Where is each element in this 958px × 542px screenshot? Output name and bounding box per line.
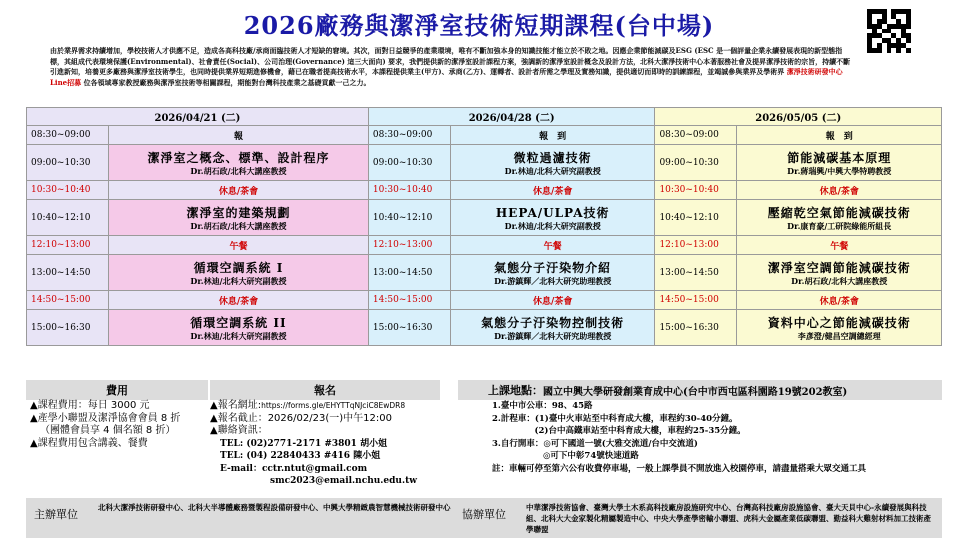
date-header-1: 2026/04/21 (二) xyxy=(27,108,369,126)
break-cell: 休息/茶會 xyxy=(737,181,942,200)
check-in-cell: 報 xyxy=(109,126,369,145)
venue-line: 3.自行開車：◎可下國道一號(大雅交流道/台中交流道) xyxy=(492,438,698,449)
break-cell: 休息/茶會 xyxy=(737,291,942,310)
session-time: 14:50~15:00 xyxy=(368,291,450,310)
lunch-cell: 午餐 xyxy=(109,236,369,255)
course-name: 潔淨室之概念、標準、設計程序 xyxy=(147,151,330,165)
course-cell xyxy=(450,145,655,181)
course-cell xyxy=(737,200,942,236)
fee-body xyxy=(26,400,208,480)
venue-body xyxy=(458,400,942,480)
course-name: 節能減碳基本原理 xyxy=(787,151,892,165)
break-cell: 休息/茶會 xyxy=(450,291,655,310)
co-organizer-label: 協辦單位 xyxy=(462,508,506,521)
contact-label: ▲聯絡資訊： xyxy=(210,425,268,436)
date-header-2: 2026/04/28 (二) xyxy=(368,108,655,126)
course-lecturer: Dr.游鎮輝／北科大研究助理教授 xyxy=(494,276,612,286)
schedule-row xyxy=(27,291,942,310)
course-lecturer: Dr.林迪/北科大研究副教授 xyxy=(504,221,601,231)
register-url-link[interactable]: https://forms.gle/EHYTTqNJciC8EwDR8 xyxy=(261,401,406,410)
lunch-cell: 午餐 xyxy=(737,236,942,255)
course-cell xyxy=(450,200,655,236)
course-name: 潔淨室空調節能減碳技術 xyxy=(767,261,911,275)
session-time: 13:00~14:50 xyxy=(27,255,109,291)
course-lecturer: Dr.游鎮輝／北科大研究助理教授 xyxy=(494,331,612,341)
course-name: 循環空調系統 II xyxy=(190,316,287,330)
organizer-text: 北科大潔淨技術研發中心、北科大半導體廠務暨製程設備研發中心、中興大學精緻農智慧機械技術研發中心 xyxy=(98,503,451,512)
course-cell xyxy=(109,200,369,236)
course-name: 壓縮乾空氣節能減碳技術 xyxy=(767,206,911,220)
intro-tail: 位各領域專家教授廠務與潔淨室技術等相關課程，期能對台灣科技產業之基礎貢獻一己之力。 xyxy=(83,77,371,87)
schedule-row xyxy=(27,126,942,145)
session-time: 13:00~14:50 xyxy=(655,255,737,291)
venue-line: ◎可下中彰74號快速道路 xyxy=(492,451,639,461)
venue-line: 1.臺中市公車：98、45路 xyxy=(492,401,593,411)
course-cell xyxy=(109,255,369,291)
venue-line: 註：車輛可停至第六公有收費停車場，一般上課學員不開放進入校園停車，請盡量搭乘大眾交通工具 xyxy=(492,463,867,474)
info-section xyxy=(26,380,942,538)
course-name: 氣態分子汙染物介紹 xyxy=(494,261,612,275)
course-cell xyxy=(109,310,369,346)
session-time: 15:00~16:30 xyxy=(27,310,109,346)
register-url-label: ▲報名網址: xyxy=(210,400,262,411)
schedule-row xyxy=(27,181,942,200)
fee-header: 費用 xyxy=(26,380,208,400)
venue-header: 上課地點： xyxy=(488,384,543,397)
course-lecturer: Dr.康育豪/工研院綠能所組長 xyxy=(787,221,892,231)
schedule-body xyxy=(27,126,942,346)
course-lecturer: Dr.蔣瑞興/中興大學特聘教授 xyxy=(787,166,892,176)
course-cell xyxy=(109,145,369,181)
session-time: 10:30~10:40 xyxy=(368,181,450,200)
course-cell xyxy=(737,255,942,291)
register-header: 報名 xyxy=(210,380,440,400)
session-time: 10:40~12:10 xyxy=(655,200,737,236)
co-organizer-text: 中華潔淨技術協會、臺灣大學土木系高科技廠房設施研究中心、台灣高科技廠房設施協會、臺大天貝中心-永續發展與科技組、北科大大金家製化精屬製造中心、中央大學產學密輸小聯盟、虎科大金屬產業低碳聯盟、勤益科大雞射材料加工技術產學聯盟 xyxy=(526,503,931,534)
session-time: 09:00~10:30 xyxy=(27,145,109,181)
session-time: 12:10~13:00 xyxy=(27,236,109,255)
course-lecturer: 李彥澄/健昌空調總經理 xyxy=(797,331,881,341)
schedule-table xyxy=(26,107,942,346)
schedule-row xyxy=(27,236,942,255)
contact-email[interactable]: E-mail：cctr.ntut@gmail.com xyxy=(220,463,368,474)
session-time: 12:10~13:00 xyxy=(368,236,450,255)
contact-tel-1: TEL: (02)2771-2171 #3801 胡小姐 xyxy=(220,438,388,449)
course-name: 氣態分子汙染物控制技術 xyxy=(481,316,625,330)
course-lecturer: Dr.林迪/北科大研究副教授 xyxy=(190,276,287,286)
course-lecturer: Dr.胡石政/北科大講座教授 xyxy=(190,166,287,176)
venue-line: (2)台中高鐵車站至中科育成大樓，車程約25-35分鐘。 xyxy=(492,426,746,436)
fee-line: ▲產學小聯盟及潔淨協會會員 8 折 xyxy=(30,412,181,424)
course-lecturer: Dr.胡石政/北科大講座教授 xyxy=(190,221,287,231)
venue-address: 國立中興大學研發創業育成中心(台中市西屯區科園路19號202教室) xyxy=(543,386,848,398)
register-body xyxy=(210,400,440,486)
page-title: 2026廠務與潔淨室技術短期課程(台中場) xyxy=(243,11,715,40)
fee-line: （團體會員享 4 個名額 8 折） xyxy=(40,425,176,436)
check-in-cell: 報 到 xyxy=(450,126,655,145)
venue-line: 2.計程車：(1)臺中火車站至中科育成大樓，車程約30-40分鐘。 xyxy=(492,413,738,424)
session-time: 10:40~12:10 xyxy=(27,200,109,236)
course-cell xyxy=(737,310,942,346)
lunch-cell: 午餐 xyxy=(450,236,655,255)
course-name: HEPA/ULPA技術 xyxy=(495,206,610,220)
course-lecturer: Dr.林迪/北科大研究副教授 xyxy=(504,166,601,176)
break-cell: 休息/茶會 xyxy=(109,291,369,310)
course-lecturer: Dr.胡石政/北科大講座教授 xyxy=(791,276,888,286)
schedule-row xyxy=(27,255,942,291)
intro-text: 由於業界需求持續增加，學校技術人才供應不足，造成各高科技廠/承商面臨技術人才短缺的窘境。其次，面對日益競爭的產業環境，唯有不斷加強本身的知識技能才能立於不敗之地。因應企業節能減碳及ESG (ESC 是一個評量企業永續發展表現的新型態指標，其組成代表環境保護(Environmental)、社會責任(Social)、公司治理(Governance) 這三大面向) 要求，我們提供新的潔淨室設計課程方案，強調新的潔淨室設計概念及設計方法，北科大潔淨技術中心本著服務社會及提昇潔淨技術的宗旨，持續不斷引進新知，培養更多廠務與潔淨室技術學生，也同時提供業界短期進修機會，藉已在職者提高技術水平，本課程提供業主(甲方)、承商(乙方)、運轉者、設計者所需之學理及實務知識，提供適切而即時的訓練課程，並竭誠參與業界及學術界 xyxy=(50,46,851,76)
course-name: 微粒過濾技術 xyxy=(513,151,592,165)
break-cell: 休息/茶會 xyxy=(109,181,369,200)
check-in-cell: 報 到 xyxy=(737,126,942,145)
session-time: 08:30~09:00 xyxy=(27,126,109,145)
session-time: 09:00~10:30 xyxy=(368,145,450,181)
session-time: 13:00~14:50 xyxy=(368,255,450,291)
intro-paragraph xyxy=(50,46,856,88)
organizer-label: 主辦單位 xyxy=(34,508,78,521)
session-time: 14:50~15:00 xyxy=(27,291,109,310)
course-name: 資料中心之節能減碳技術 xyxy=(767,316,911,330)
session-time: 15:00~16:30 xyxy=(655,310,737,346)
session-time: 14:50~15:00 xyxy=(655,291,737,310)
venue-header-bar xyxy=(458,380,942,400)
session-time: 15:00~16:30 xyxy=(368,310,450,346)
break-cell: 休息/茶會 xyxy=(450,181,655,200)
line-recruit-link[interactable]: 潔淨技術研發中心Line招募 xyxy=(50,67,843,87)
course-name: 循環空調系統 I xyxy=(193,261,284,275)
session-time: 08:30~09:00 xyxy=(655,126,737,145)
course-lecturer: Dr.林迪/北科大研究副教授 xyxy=(190,331,287,341)
course-cell xyxy=(450,310,655,346)
qr-code[interactable] xyxy=(866,8,912,54)
schedule-row xyxy=(27,200,942,236)
session-time: 10:30~10:40 xyxy=(27,181,109,200)
session-time: 12:10~13:00 xyxy=(655,236,737,255)
fee-line: ▲課程費用：每日 3000 元 xyxy=(30,400,150,411)
course-cell xyxy=(450,255,655,291)
course-name: 潔淨室的建築規劃 xyxy=(186,206,291,220)
session-time: 09:00~10:30 xyxy=(655,145,737,181)
contact-email-2[interactable]: smc2023@email.nchu.edu.tw xyxy=(270,476,418,486)
date-header-3: 2026/05/05 (二) xyxy=(655,108,942,126)
register-deadline: ▲報名截止：2026/02/23(一)中午12:00 xyxy=(210,412,392,424)
schedule-row xyxy=(27,145,942,181)
session-time: 10:40~12:10 xyxy=(368,200,450,236)
session-time: 10:30~10:40 xyxy=(655,181,737,200)
fee-line: ▲課程費用包含講義、餐費 xyxy=(30,437,148,449)
contact-tel-2: TEL: (04) 22840433 #416 陳小姐 xyxy=(220,451,381,461)
course-cell xyxy=(737,145,942,181)
session-time: 08:30~09:00 xyxy=(368,126,450,145)
schedule-row xyxy=(27,310,942,346)
